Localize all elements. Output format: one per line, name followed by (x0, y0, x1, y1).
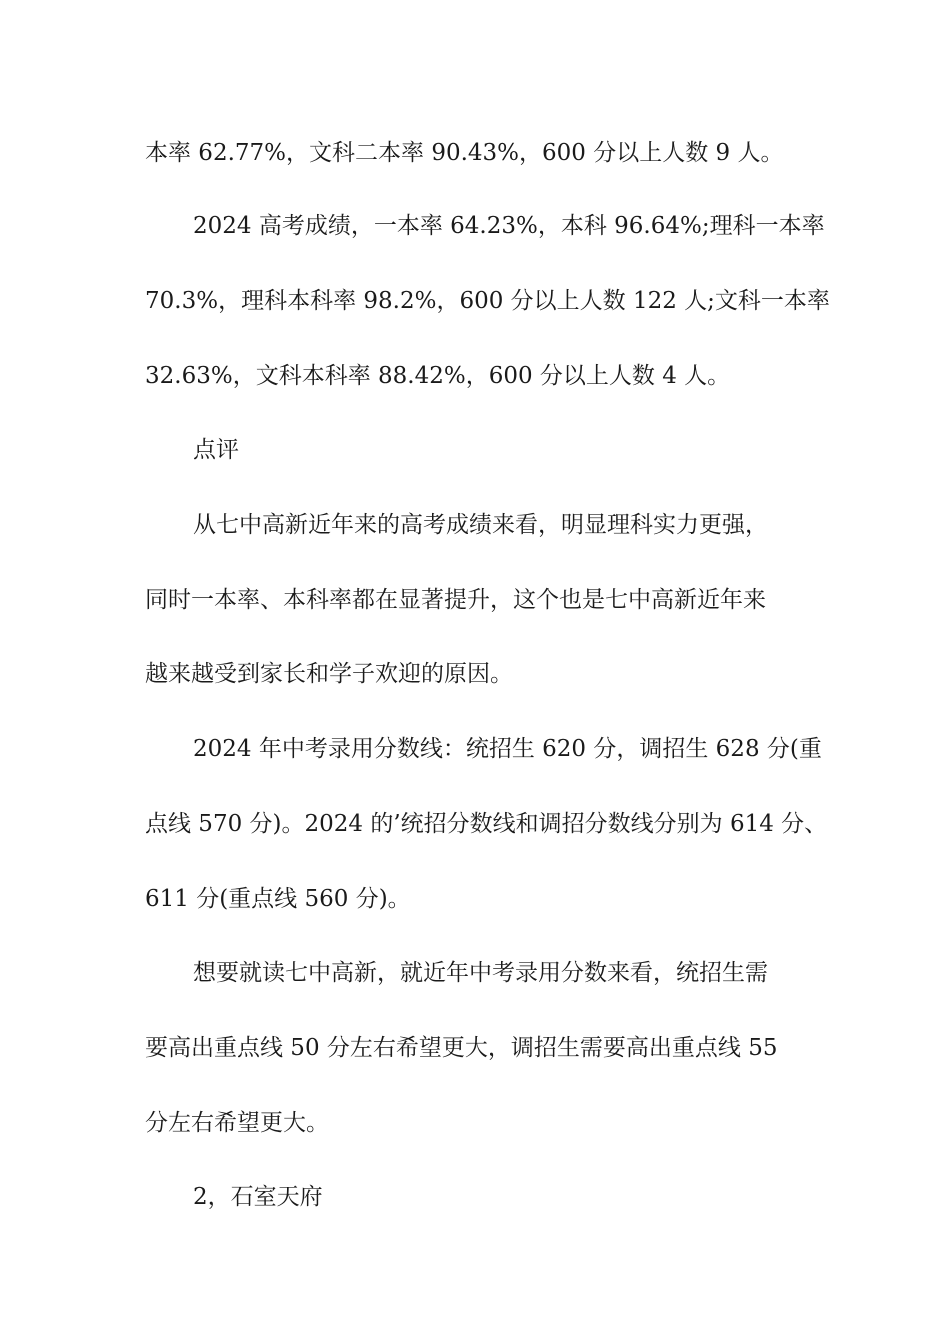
section-heading: 2，石室天府 (193, 1184, 323, 1210)
text-line: 分左右希望更大。 (145, 1110, 329, 1136)
text-line: 本率 62.77%，文科二本率 90.43%，600 分以上人数 9 人。 (145, 140, 784, 166)
text-line: 想要就读七中高新，就近年中考录用分数来看，统招生需 (193, 960, 768, 986)
text-line: 611 分(重点线 560 分)。 (145, 886, 411, 912)
text-line: 2024 年中考录用分数线：统招生 620 分，调招生 628 分(重 (193, 736, 822, 762)
text-line: 32.63%，文科本科率 88.42%，600 分以上人数 4 人。 (145, 363, 731, 389)
text-line: 2024 高考成绩，一本率 64.23%，本科 96.64%;理科一本率 (193, 213, 825, 239)
text-line: 同时一本率、本科率都在显著提升，这个也是七中高新近年来 (145, 587, 766, 613)
text-line: 从七中高新近年来的高考成绩来看，明显理科实力更强， (193, 512, 768, 538)
section-heading: 点评 (193, 437, 239, 463)
text-line: 70.3%，理科本科率 98.2%，600 分以上人数 122 人;文科一本率 (145, 288, 830, 314)
text-line: 点线 570 分)。2024 的’统招分数线和调招分数线分别为 614 分、 (145, 811, 828, 837)
text-line: 要高出重点线 50 分左右希望更大，调招生需要高出重点线 55 (145, 1035, 778, 1061)
text-line: 越来越受到家长和学子欢迎的原因。 (145, 661, 513, 687)
